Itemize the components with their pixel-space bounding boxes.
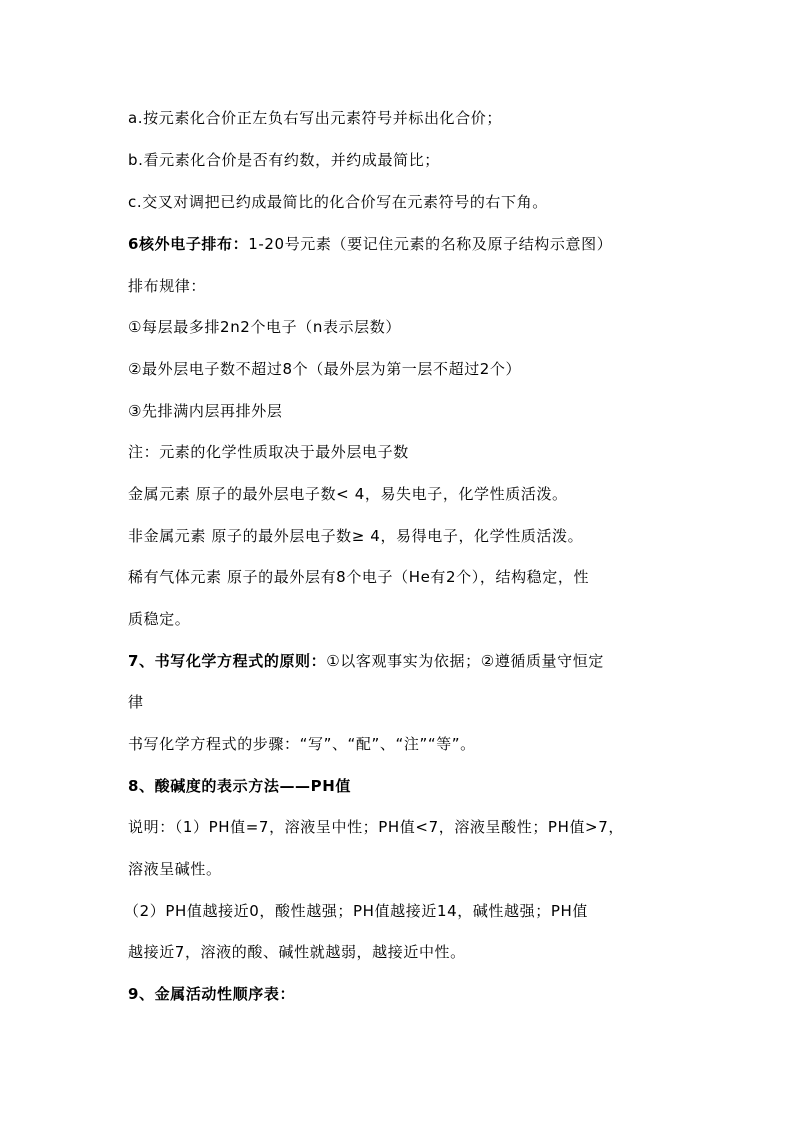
line-text: 金属元素 原子的最外层电子数< 4，易失电子，化学性质活泼。 [128,485,568,503]
line-text: b.看元素化合价是否有约数，并约成最简比； [128,151,440,169]
line-text: 稀有气体元素 原子的最外层有8个电子（He有2个），结构稳定，性 [128,568,590,586]
line-text: 非金属元素 原子的最外层电子数≥ 4，易得电子，化学性质活泼。 [128,527,584,545]
line-arrangement-rules [128,276,688,296]
line-valence-step-c [128,192,688,212]
line-valence-step-a [128,108,688,128]
line-ph-explanation-1-continued [128,859,688,879]
line-noble-gas-elements [128,567,688,587]
line-text: a.按元素化合价正左负右写出元素符号并标出化合价； [128,109,502,127]
line-text: ②最外层电子数不超过8个（最外层为第一层不超过2个） [128,360,522,378]
section-heading: 9、金属活动性顺序表： [128,985,296,1003]
line-ph-explanation-2 [124,901,684,921]
line-text: 注：元素的化学性质取决于最外层电子数 [128,443,409,461]
line-equation-steps [128,734,688,754]
line-text: （2）PH值越接近0，酸性越强；PH值越接近14，碱性越强；PH值 [124,902,588,920]
section-8-ph-value [128,776,688,796]
section-7-equation-principles [128,651,688,671]
line-text: c.交叉对调把已约成最简比的化合价写在元素符号的右下角。 [128,193,548,211]
line-valence-step-b [128,150,688,170]
section-heading: 7、书写化学方程式的原则： [128,652,327,670]
line-principles-continued [128,692,688,712]
line-note [128,442,688,462]
section-heading: 6核外电子排布： [128,235,249,253]
line-text: 1-20号元素（要记住元素的名称及原子结构示意图） [248,235,613,253]
line-rule-3 [128,401,688,421]
line-text: 说明：（1）PH值=7，溶液呈中性；PH值<7，溶液呈酸性；PH值>7， [128,818,624,836]
line-text: ①每层最多排2n2个电子（n表示层数） [128,318,401,336]
line-ph-explanation-2-continued [128,942,688,962]
line-ph-explanation-1 [128,817,688,837]
line-metal-elements [128,484,688,504]
line-text: 律 [128,693,144,711]
line-text: ①以客观事实为依据；②遵循质量守恒定 [326,652,604,670]
line-rule-1 [128,317,688,337]
line-text: 书写化学方程式的步骤：“写”、“配”、“注”“等”。 [128,735,476,753]
line-text: 越接近7，溶液的酸、碱性就越弱，越接近中性。 [128,943,466,961]
line-noble-gas-continued [128,609,688,629]
line-nonmetal-elements [128,526,688,546]
line-rule-2 [128,359,688,379]
section-heading: 8、酸碱度的表示方法——PH值 [128,777,351,795]
line-text: 排布规律： [128,277,207,295]
line-text: ③先排满内层再排外层 [128,402,283,420]
section-6-electron-arrangement [128,234,688,254]
line-text: 质稳定。 [128,610,191,628]
line-text: 溶液呈碱性。 [128,860,222,878]
section-9-metal-activity-series [128,984,688,1004]
